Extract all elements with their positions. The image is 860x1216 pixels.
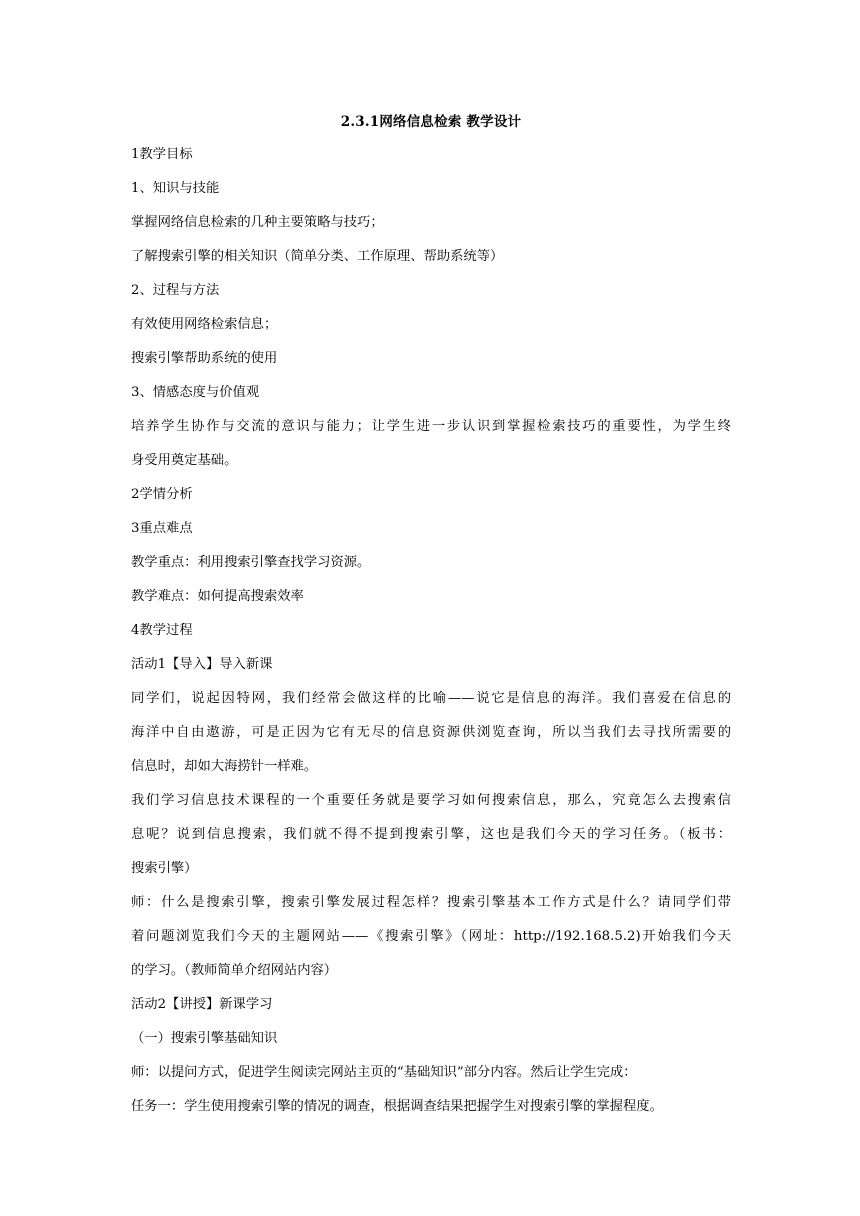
text-line: 了解搜索引擎的相关知识（简单分类、工作原理、帮助系统等） — [131, 249, 504, 264]
subheading-process-methods: 2、过程与方法 — [131, 283, 220, 298]
paragraph-line: 息呢？说到信息搜索，我们就不得不提到搜索引擎，这也是我们今天的学习任务。（板书： — [131, 827, 731, 842]
text-line: 掌握网络信息检索的几种主要策略与技巧； — [131, 215, 384, 230]
heading-key-difficult-points: 3重点难点 — [131, 521, 193, 536]
paragraph-line: 的学习。（教师简单介绍网站内容） — [131, 963, 338, 978]
text-line: 教学重点：利用搜索引擎查找学习资源。 — [131, 555, 371, 570]
paragraph-task — [131, 784, 731, 886]
paragraph-intro — [131, 682, 731, 784]
text-line: 师：以提问方式，促进学生阅读完网站主页的“基础知识”部分内容。然后让学生完成： — [131, 1065, 637, 1080]
activity-1-heading: 活动1【导入】导入新课 — [131, 657, 273, 672]
section-basic-knowledge: （一）搜索引擎基础知识 — [131, 1031, 278, 1046]
paragraph-line: 同学们，说起因特网，我们经常会做这样的比喻——说它是信息的海洋。我们喜爱在信息的 — [131, 691, 731, 706]
text-line: 任务一：学生使用搜索引擎的情况的调查，根据调查结果把握学生对搜索引擎的掌握程度。 — [131, 1099, 663, 1114]
paragraph-teacher-question — [131, 886, 731, 988]
text-line: 搜索引擎帮助系统的使用 — [131, 351, 278, 366]
document-body — [131, 111, 731, 1130]
text-line: 有效使用网络检索信息； — [131, 317, 278, 332]
paragraph-values — [131, 410, 731, 478]
paragraph-line: 身受用奠定基础。 — [131, 453, 238, 468]
paragraph-line: 信息时，却如大海捞针一样难。 — [131, 759, 318, 774]
document-title: 2.3.1网络信息检索 教学设计 — [340, 114, 522, 130]
heading-teaching-goals: 1教学目标 — [131, 147, 193, 162]
activity-2-heading: 活动2【讲授】新课学习 — [131, 997, 273, 1012]
subheading-knowledge-skills: 1、知识与技能 — [131, 181, 220, 196]
subheading-emotion-values: 3、情感态度与价值观 — [131, 385, 260, 400]
paragraph-line: 师：什么是搜索引擎，搜索引擎发展过程怎样？搜索引擎基本工作方式是什么？请同学们带 — [131, 895, 731, 910]
paragraph-line: 着问题浏览我们今天的主题网站——《搜索引擎》（网址：http://192.168.5.2)开始我们今天 — [131, 929, 731, 944]
text-line: 教学难点：如何提高搜索效率 — [131, 589, 304, 604]
paragraph-line: 海洋中自由遨游，可是正因为它有无尽的信息资源供浏览查询，所以当我们去寻找所需要的 — [131, 725, 731, 740]
paragraph-line: 搜索引擎） — [131, 861, 198, 876]
heading-teaching-process: 4教学过程 — [131, 623, 193, 638]
paragraph-line: 我们学习信息技术课程的一个重要任务就是要学习如何搜索信息，那么，究竟怎么去搜索信 — [131, 793, 731, 808]
paragraph-line: 培养学生协作与交流的意识与能力；让学生进一步认识到掌握检索技巧的重要性，为学生终 — [131, 419, 731, 434]
heading-student-analysis: 2学情分析 — [131, 487, 193, 502]
